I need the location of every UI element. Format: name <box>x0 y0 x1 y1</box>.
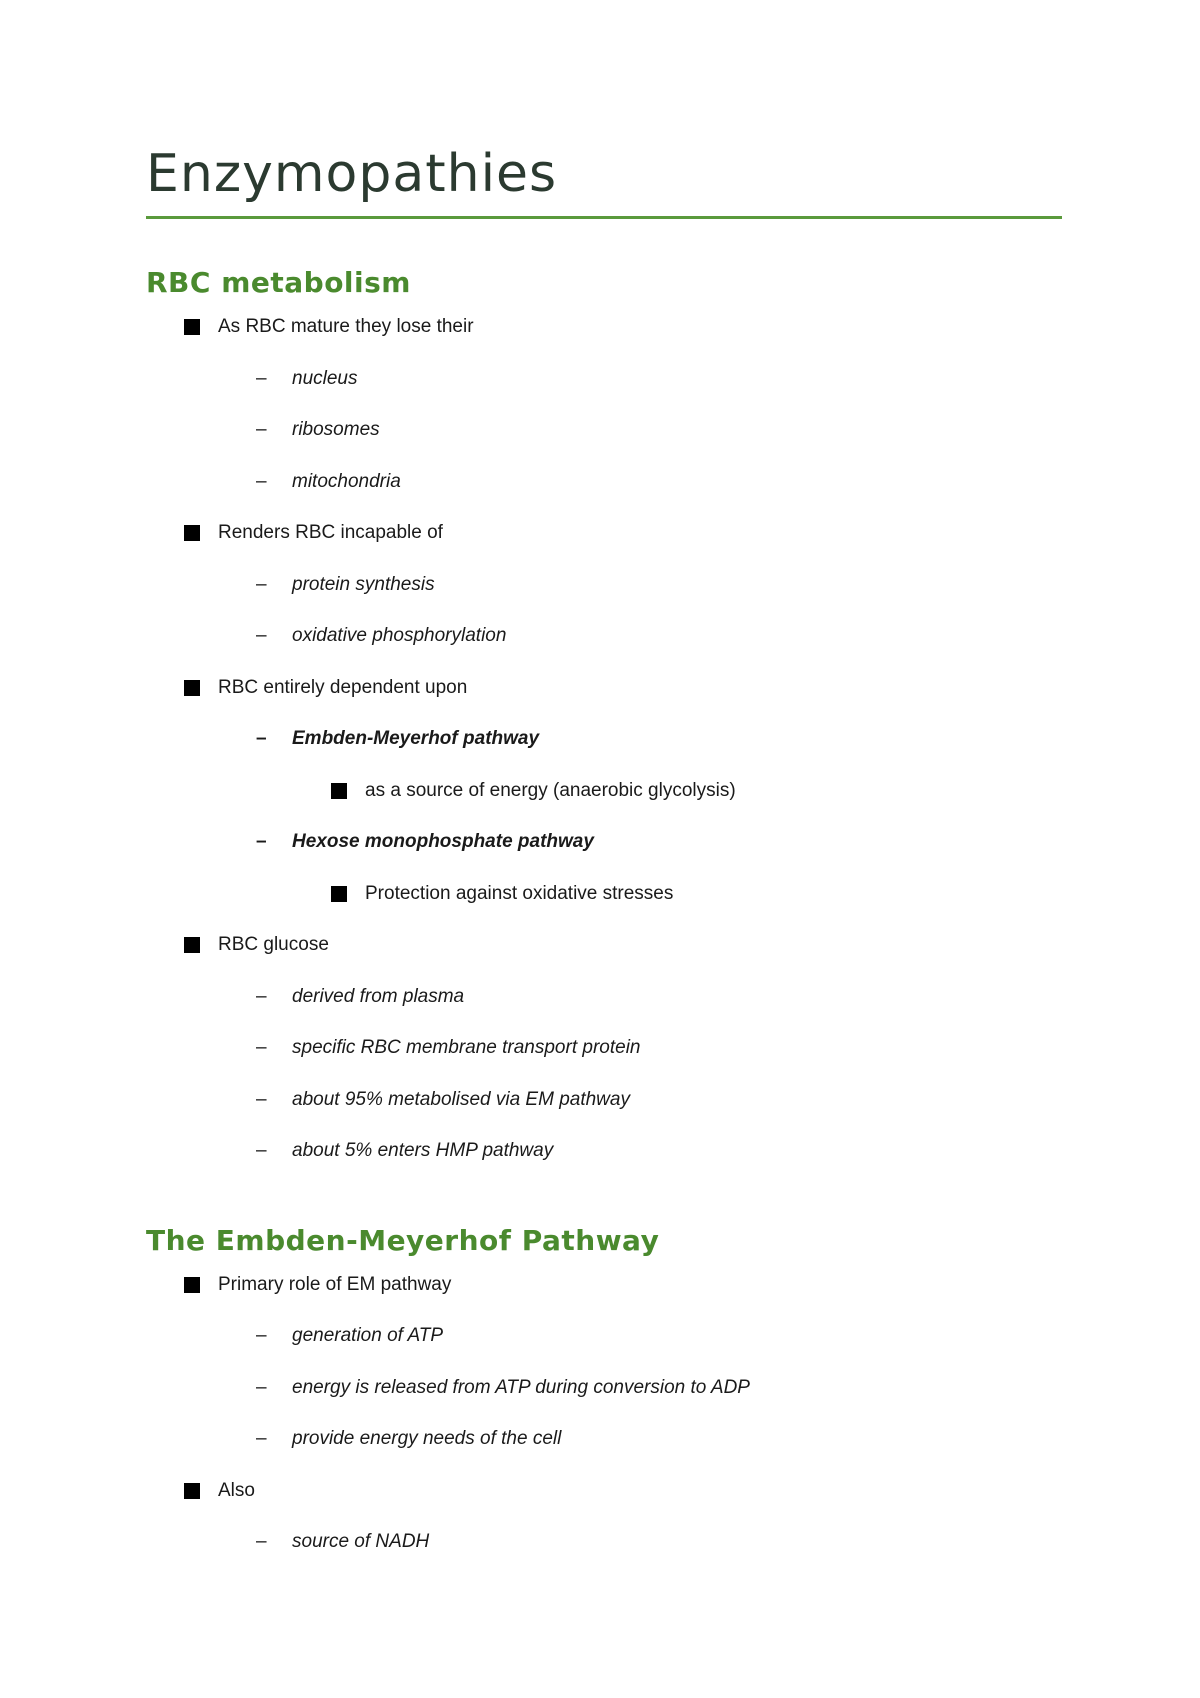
square-bullet-icon <box>331 783 347 799</box>
document-title: Enzymopathies <box>146 140 1062 219</box>
list-item-text: mitochondria <box>292 470 401 492</box>
list-item <box>146 816 1062 868</box>
dash-bullet-icon: – <box>256 728 267 749</box>
list-item <box>146 507 1062 559</box>
list-item-text: oxidative phosphorylation <box>292 625 507 646</box>
list-item-text: derived from plasma <box>292 985 465 1007</box>
list-item <box>146 713 1062 765</box>
document-page <box>146 140 1062 1568</box>
dash-bullet-icon: – <box>256 1325 267 1346</box>
list-item-text: Renders RBC incapable of <box>218 522 443 543</box>
dash-bullet-icon: – <box>256 470 267 492</box>
list-item <box>146 559 1062 611</box>
rbc-metabolism-list <box>146 301 1062 1177</box>
list-item-text: generation of ATP <box>292 1325 444 1346</box>
dash-bullet-icon: – <box>256 367 267 389</box>
list-item-text: RBC entirely dependent upon <box>218 676 468 698</box>
list-item-text: energy is released from ATP during conversion to ADP <box>292 1376 750 1398</box>
list-item <box>146 1125 1062 1177</box>
list-item <box>146 1465 1062 1517</box>
square-bullet-icon <box>184 937 200 953</box>
list-item-text: provide energy needs of the cell <box>292 1428 562 1449</box>
dash-bullet-icon: – <box>256 419 267 440</box>
list-item-text: protein synthesis <box>292 573 435 595</box>
list-item <box>146 919 1062 971</box>
dash-bullet-icon: – <box>256 625 267 646</box>
dash-bullet-icon: – <box>256 1531 267 1552</box>
square-bullet-icon <box>184 1277 200 1293</box>
section-heading-rbc-metabolism: RBC metabolism <box>146 266 411 299</box>
dash-bullet-icon: – <box>256 1088 267 1110</box>
dash-bullet-icon: – <box>256 1140 267 1161</box>
list-item <box>146 1259 1062 1311</box>
list-item <box>146 1310 1062 1362</box>
dash-bullet-icon: – <box>256 1376 267 1398</box>
square-bullet-icon <box>184 525 200 541</box>
dash-bullet-icon: – <box>256 831 267 852</box>
embden-meyerhof-list <box>146 1259 1062 1568</box>
dash-bullet-icon: – <box>256 573 267 595</box>
list-item <box>146 1413 1062 1465</box>
dash-bullet-icon: – <box>256 985 267 1007</box>
list-item <box>146 765 1062 817</box>
list-item-text: nucleus <box>292 367 358 389</box>
square-bullet-icon <box>331 886 347 902</box>
dash-bullet-icon: – <box>256 1428 267 1449</box>
list-item-text: RBC glucose <box>218 934 329 955</box>
list-item-text: Primary role of EM pathway <box>218 1273 452 1295</box>
list-item <box>146 1516 1062 1568</box>
list-item-text: Protection against oxidative stresses <box>365 882 674 904</box>
list-item-text: Hexose monophosphate pathway <box>292 831 594 852</box>
list-item-text: Also <box>218 1479 255 1501</box>
list-item <box>146 301 1062 353</box>
list-item-text: specific RBC membrane transport protein <box>292 1037 641 1058</box>
list-item <box>146 868 1062 920</box>
square-bullet-icon <box>184 1483 200 1499</box>
list-item <box>146 662 1062 714</box>
list-item <box>146 1362 1062 1414</box>
list-item <box>146 353 1062 405</box>
square-bullet-icon <box>184 319 200 335</box>
square-bullet-icon <box>184 680 200 696</box>
section-heading-embden-meyerhof: The Embden-Meyerhof Pathway <box>146 1223 660 1257</box>
list-item-text: about 95% metabolised via EM pathway <box>292 1088 630 1110</box>
list-item-text: Embden-Meyerhof pathway <box>292 728 540 749</box>
list-item-text: source of NADH <box>292 1531 430 1552</box>
list-item <box>146 971 1062 1023</box>
list-item <box>146 456 1062 508</box>
list-item-text: about 5% enters HMP pathway <box>292 1140 554 1161</box>
list-item <box>146 404 1062 456</box>
list-item-text: As RBC mature they lose their <box>218 316 474 337</box>
list-item <box>146 1074 1062 1126</box>
dash-bullet-icon: – <box>256 1037 267 1058</box>
list-item-text: as a source of energy (anaerobic glycolysis) <box>365 779 736 801</box>
list-item-text: ribosomes <box>292 419 380 440</box>
list-item <box>146 610 1062 662</box>
list-item <box>146 1022 1062 1074</box>
